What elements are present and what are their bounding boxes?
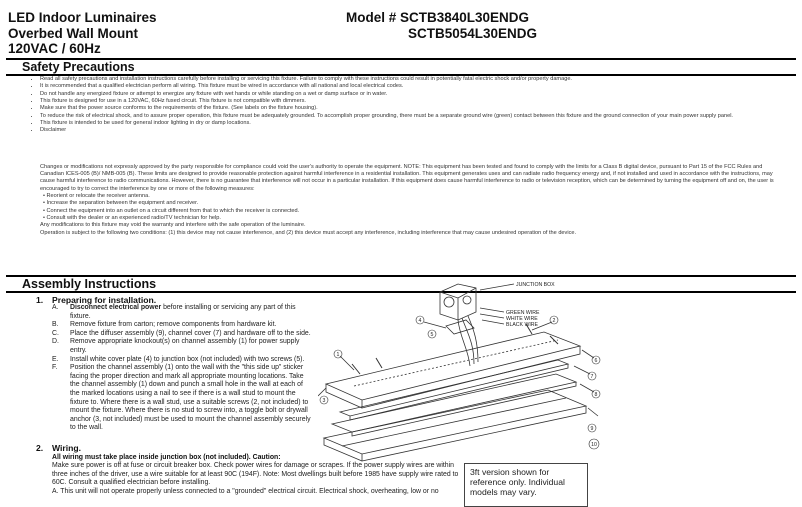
callout-number: 4 xyxy=(418,318,422,324)
closing-note: Any modifications to this fixture may void the warranty and interfere with the safe operation of the luminaire. xyxy=(40,222,306,229)
callout-number: 5 xyxy=(430,332,434,338)
wire-label: BLACK WIRE xyxy=(506,322,538,328)
item-letter: E. xyxy=(52,355,59,363)
safety-bullet: • It is recommended that a qualified electrician perform all wiring. This fixture must be wired in accordance with all national and local electrical codes. xyxy=(40,83,800,90)
step-item xyxy=(52,330,314,339)
callout-number: 2 xyxy=(552,318,556,324)
safety-title: Safety Precautions xyxy=(22,60,135,74)
wire-label: WHITE WIRE xyxy=(506,316,538,322)
cover-plate-drawing xyxy=(446,320,474,334)
callout-number: 3 xyxy=(322,398,326,404)
step-title: Preparing for installation. xyxy=(52,295,157,305)
item-letter: C. xyxy=(52,329,59,337)
item-text: Position the channel assembly (1) onto the wall with the "this side up" sticker facing the proper direction and mark all appropriate mounting locations. Take the channel assembly (1) down and punch a small hole in the wall at each of the marked locations using a nail to see if there is a wall stud to mount the fixture to. Where there is a wall stud, use a suitable screws (2, not included) to mount the fixture. Where there is no stud to screw into, a toggle bolt or drywall anchor (3, not included) must be used to mount the channel assembly securely to the wall. xyxy=(70,364,311,432)
diffuser-drawing xyxy=(324,390,586,461)
model-number: Model # SCTB3840L30ENDG xyxy=(346,10,530,25)
disclaimer-paragraph: Changes or modifications not expressly approved by the party responsible for compliance could void the user's authority to operate the equipment. NOTE: This equipment has been tested and found to comply with the limits for a Class B digital device, pursuant to Part 15 of the FCC Rules and Canadian ICES-005 (B)/ NMB-005 (B). These limits are designed to provide reasonable protection against harmful interference in a residential installation. This equipment generates uses and can radiate radio frequency energy and, if not installed and used in accordance with the instructions, may cause harmful interference to radio communications. However, there is no guarantee that interference will not occur in a particular installation. If this equipment does cause harmful interference to radio or television reception, which can be determined by turning the equipment off and on, the user is encouraged to try to correct the interference by one or more of the following measures: xyxy=(40,163,774,192)
item-text: Install white cover plate (4) to junction box (not included) with two screws (5). xyxy=(70,355,305,363)
item-letter: B. xyxy=(52,321,59,329)
exploded-diagram xyxy=(318,278,602,462)
step-number: 2. xyxy=(36,443,44,453)
item-text: Remove appropriate knockout(s) on channel assembly (1) for power supply entry. xyxy=(70,338,300,354)
step-2-heading xyxy=(36,443,81,453)
measure-item: • Increase the separation between the equipment and receiver. xyxy=(43,200,199,207)
safety-bullet: • Make sure that the power source conforms to the requirements of the fixture. (See labels on the fixture housing). xyxy=(40,105,800,112)
measure-item: • Consult with the dealer or an experienced radio/TV technician for help. xyxy=(43,214,221,221)
wiring-text: Make sure power is off at fuse or circuit breaker box. Check power wires for damage or scrapes. If the power supply wires are within three inches of the driver, use a wire suitable for at least 90C (194F). Note: Most dwellings built before 1985 have supply wire rated to 60C. Consult a qualified electrician before installing. xyxy=(52,462,459,487)
step-item xyxy=(52,304,314,321)
product-title-line: 120VAC / 60Hz xyxy=(8,41,101,56)
safety-bullet: • Do not handle any energized fixture or attempt to energize any fixture with wet hands or while standing on a wet or damp surface or in water. xyxy=(40,91,800,98)
item-letter: D. xyxy=(52,338,59,346)
product-title-line: LED Indoor Luminaires xyxy=(8,10,157,25)
callout-number: 8 xyxy=(594,392,598,398)
led-strip-drawing xyxy=(340,360,568,420)
wiring-lead: All wiring must take place inside junction box (not included). Caution: xyxy=(52,454,281,461)
junction-box-label: JUNCTION BOX xyxy=(516,282,555,288)
callout-number: 9 xyxy=(590,426,594,432)
safety-list xyxy=(22,76,800,135)
step-title: Wiring. xyxy=(52,443,82,453)
step-item xyxy=(52,321,314,330)
step-item xyxy=(52,338,314,355)
wire-label: GREEN WIRE xyxy=(506,310,540,316)
callout-number: 6 xyxy=(594,358,598,364)
wiring-item-a: A. This unit will not operate properly unless connected to a "grounded" electrical circuit. Electrical shock, overheating, low or no xyxy=(52,487,439,495)
model-numbers xyxy=(346,10,537,41)
closing-note: Operation is subject to the following two conditions: (1) this device may not cause interference, and (2) this device must accept any interference, including interference that may cause undesired operation of the device. xyxy=(40,229,577,236)
item-text: Remove fixture from carton; remove components from hardware kit. xyxy=(70,321,277,329)
measure-item: • Reorient or relocate the receiver antenna. xyxy=(43,192,150,199)
item-emphasis: Disconnect electrical power xyxy=(70,304,162,311)
callout-number: 10 xyxy=(591,442,597,448)
step-item xyxy=(52,356,314,365)
assembly-title: Assembly Instructions xyxy=(22,277,157,291)
callout-number: 1 xyxy=(336,352,340,358)
safety-bullet: • Disclaimer xyxy=(40,127,800,134)
item-letter: F. xyxy=(52,364,58,372)
disclaimer xyxy=(40,164,782,237)
item-letter: A. xyxy=(52,304,59,311)
step-number: 1. xyxy=(36,295,44,305)
junction-box-drawing xyxy=(440,284,476,320)
callout-number: 7 xyxy=(590,374,594,380)
safety-bullet: • Read all safety precautions and installation instructions carefully before installing or servicing this fixture. Failure to comply with these instructions could result in potentially fatal electric shock and/or property damage. xyxy=(40,76,800,83)
reference-note: 3ft version shown for reference only. Individual models may vary. xyxy=(464,463,588,507)
safety-bullet: • To reduce the risk of electrical shock, and to assure proper operation, this fixture must be adequately grounded. To accomplish proper grounding, there must be a separate ground wire (green) contact between this fixture and the ground connection of your main power supply panel. xyxy=(40,113,800,120)
safety-bullet: • This fixture is intended to be used for general indoor lighting in dry or damp locations. xyxy=(40,120,800,127)
safety-bullet: • This fixture is designed for use in a 120VAC, 60Hz fused circuit. This fixture is not compatible with dimmers. xyxy=(40,98,800,105)
measure-item: • Connect the equipment into an outlet on a circuit different from that to which the receiver is connected. xyxy=(43,207,300,214)
product-title xyxy=(8,10,338,57)
item-text: before installing or servicing any part of this fixture. xyxy=(70,304,296,320)
step-1-list xyxy=(52,304,314,433)
product-title-line: Overbed Wall Mount xyxy=(8,25,139,41)
item-text: Place the diffuser assembly (9), channel cover (7) and hardware off to the side. xyxy=(70,329,311,337)
model-number-alt: SCTB5054L30ENDG xyxy=(408,25,538,41)
step-item xyxy=(52,364,314,433)
